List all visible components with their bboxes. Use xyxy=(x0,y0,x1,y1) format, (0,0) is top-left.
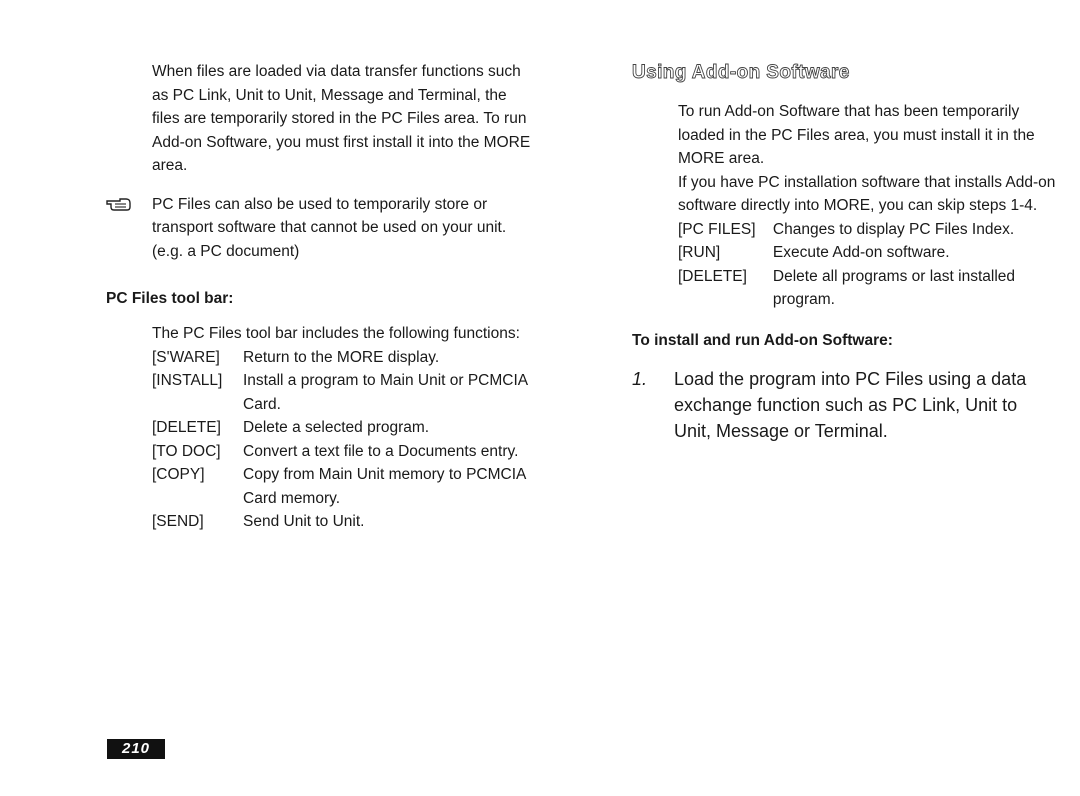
function-key: [S'WARE] xyxy=(152,348,220,366)
function-description: Convert a text file to a Documents entry. xyxy=(243,442,519,460)
install-heading: To install and run Add-on Software: xyxy=(632,331,893,349)
note-text: PC Files can also be used to temporarily store or transport software that cannot be used on your unit. (e.g. a PC document) xyxy=(152,195,507,260)
table-row xyxy=(152,346,533,370)
table-row xyxy=(152,440,533,464)
toolbar-heading: PC Files tool bar: xyxy=(106,290,234,307)
right-column xyxy=(632,60,1062,444)
page-number: 210 xyxy=(107,739,165,759)
table-row xyxy=(152,369,533,416)
table-row xyxy=(152,510,533,534)
function-description: Copy from Main Unit memory to PCMCIA Card memory. xyxy=(243,466,526,507)
function-description: Install a program to Main Unit or PCMCIA Card. xyxy=(243,372,528,413)
function-description: Execute Add-on software. xyxy=(772,244,950,261)
function-key: [DELETE] xyxy=(152,419,221,436)
toolbar-function-table xyxy=(152,346,533,534)
table-row xyxy=(152,463,533,510)
function-description: Delete a selected program. xyxy=(243,419,430,436)
function-key: [COPY] xyxy=(152,466,205,483)
function-description: Send Unit to Unit. xyxy=(243,513,365,530)
left-column xyxy=(106,60,546,534)
step-text: Load the program into PC Files using a data exchange function such as PC Link, Unit to Unit, Message or Terminal. xyxy=(674,368,1027,441)
step-number: 1. xyxy=(632,368,648,389)
function-key: [TO DOC] xyxy=(152,442,221,460)
function-key: [PC FILES] xyxy=(678,220,756,238)
table-row xyxy=(152,416,533,440)
note-paragraph xyxy=(152,193,536,264)
installer-paragraph: If you have PC installation software that installs Add-on software directly into MORE, you can skip steps 1-4. xyxy=(678,173,1056,214)
function-key: [INSTALL] xyxy=(152,372,223,389)
table-row xyxy=(678,241,1062,265)
intro-paragraph: To run Add-on Software that has been temporarily loaded in the PC Files area, you must install it in the MORE area. xyxy=(678,103,1035,167)
pointing-hand-icon xyxy=(106,195,132,213)
addon-function-table xyxy=(678,218,1062,312)
intro-paragraph: When files are loaded via data transfer functions such as PC Link, Unit to Unit, Message and Terminal, the files are temporarily stored in the PC Files area. To run Add-on Software, you must first install it into the MORE area. xyxy=(152,63,531,174)
table-row xyxy=(678,218,1062,242)
function-description: Changes to display PC Files Index. xyxy=(772,220,1015,238)
function-key: [DELETE] xyxy=(678,267,747,285)
function-description: Return to the MORE display. xyxy=(243,348,440,366)
function-description: Delete all programs or last installed program. xyxy=(772,267,1016,308)
section-title: Using Add-on Software xyxy=(632,62,850,83)
table-row xyxy=(678,265,1062,312)
function-key: [RUN] xyxy=(678,244,721,261)
function-key: [SEND] xyxy=(152,513,204,530)
step-item xyxy=(632,366,1058,444)
toolbar-description: The PC Files tool bar includes the following functions: xyxy=(152,325,520,342)
